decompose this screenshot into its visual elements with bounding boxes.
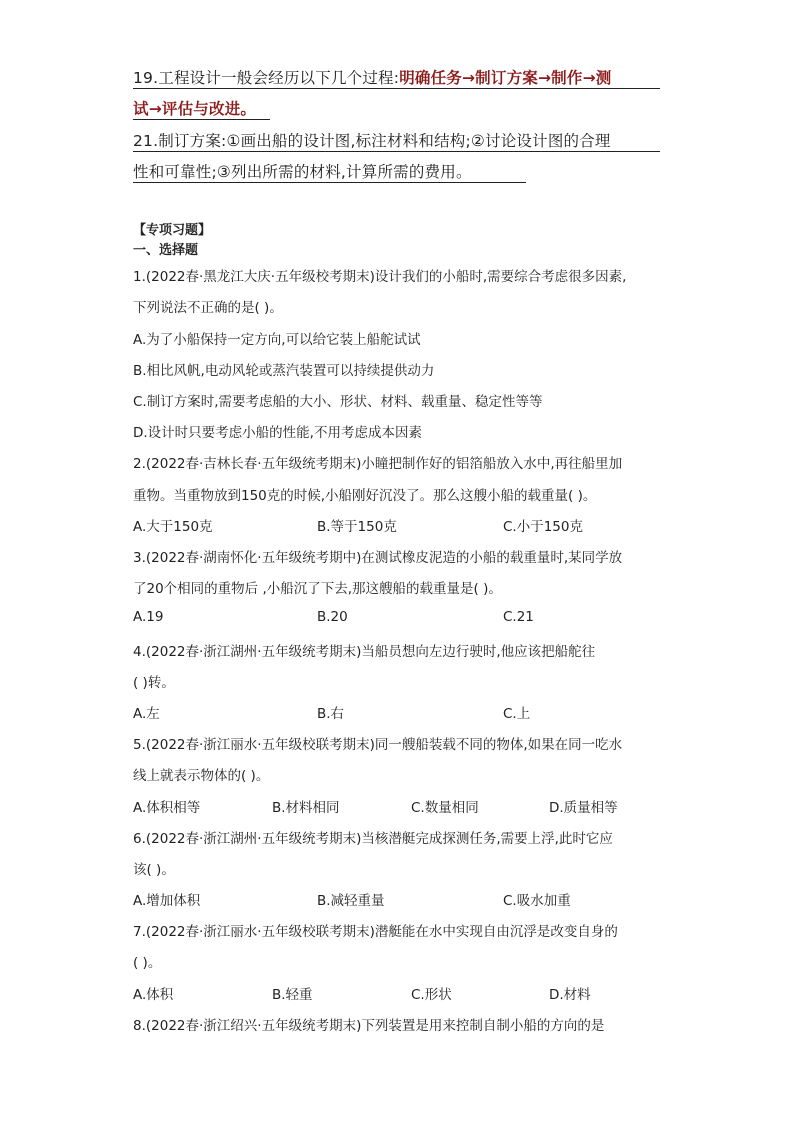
question-2-option-c[interactable]: C.小于150克 — [503, 519, 583, 535]
question-5-line2: 线上就表示物体的( )。 — [133, 768, 270, 784]
answer-21-line2: 性和可靠性;③列出所需的材料,计算所需的费用。 — [133, 163, 472, 181]
question-3-option-b[interactable]: B.20 — [317, 609, 348, 625]
question-7-option-b[interactable]: B.轻重 — [272, 987, 313, 1003]
question-6-option-a[interactable]: A.增加体积 — [133, 893, 201, 909]
question-4-option-b[interactable]: B.右 — [317, 706, 345, 722]
question-2-option-b[interactable]: B.等于150克 — [317, 519, 397, 535]
question-3-option-a[interactable]: A.19 — [133, 609, 164, 625]
question-1-line2: 下列说法不正确的是( )。 — [133, 300, 283, 316]
question-7-option-c[interactable]: C.形状 — [411, 987, 452, 1003]
section-title: 【专项习题】 — [133, 223, 212, 238]
question-6-option-c[interactable]: C.吸水加重 — [503, 893, 571, 909]
answer-19-prefix: 19.工程设计一般会经历以下几个过程: — [133, 69, 400, 87]
question-5-option-a[interactable]: A.体积相等 — [133, 800, 201, 816]
answer-19-line2: 试→评估与改进。 — [133, 100, 257, 118]
question-3-line1: 3.(2022春·湖南怀化·五年级统考期中)在测试橡皮泥造的小船的载重量时,某同学放 — [133, 550, 623, 566]
question-7-option-d[interactable]: D.材料 — [549, 987, 591, 1003]
question-6-line1: 6.(2022春·浙江湖州·五年级统考期末)当核潜艇完成探测任务,需要上浮,此时它应 — [133, 831, 613, 847]
question-1-option-c[interactable]: C.制订方案时,需要考虑船的大小、形状、材料、载重量、稳定性等等 — [133, 394, 543, 410]
question-7-option-a[interactable]: A.体积 — [133, 987, 174, 1003]
underline-19-1 — [133, 88, 660, 89]
underline-21-2 — [133, 182, 526, 183]
question-6-line2: 该( )。 — [133, 862, 175, 878]
question-4-line2: ( )转。 — [133, 675, 175, 691]
answer-19-answer: 明确任务→制订方案→制作→测 — [399, 69, 612, 87]
question-4-option-c[interactable]: C.上 — [503, 706, 531, 722]
question-4-option-a[interactable]: A.左 — [133, 706, 160, 722]
question-1-line1: 1.(2022春·黑龙江大庆·五年级校考期末)设计我们的小船时,需要综合考虑很多因素, — [133, 269, 627, 285]
question-5-option-b[interactable]: B.材料相同 — [272, 800, 340, 816]
question-6-option-b[interactable]: B.减轻重量 — [317, 893, 385, 909]
question-1-option-d[interactable]: D.设计时只要考虑小船的性能,不用考虑成本因素 — [133, 425, 422, 441]
question-2-line1: 2.(2022春·吉林长春·五年级统考期末)小瞳把制作好的铝箔船放入水中,再往船里加 — [133, 456, 623, 472]
underline-21-1 — [133, 151, 660, 152]
question-3-option-c[interactable]: C.21 — [503, 609, 534, 625]
question-5-option-c[interactable]: C.数量相同 — [411, 800, 479, 816]
question-3-line2: 了20个相同的重物后 ,小船沉了下去,那这艘船的载重量是( )。 — [133, 581, 502, 597]
question-2-line2: 重物。当重物放到150克的时候,小船刚好沉没了。那么这艘小船的载重量( )。 — [133, 488, 597, 504]
question-1-option-a[interactable]: A.为了小船保持一定方向,可以给它装上船舵试试 — [133, 332, 421, 348]
question-1-option-b[interactable]: B.相比风帆,电动风轮或蒸汽装置可以持续提供动力 — [133, 363, 435, 379]
question-5-line1: 5.(2022春·浙江丽水·五年级校联考期末)同一艘船装载不同的物体,如果在同一吃水 — [133, 737, 623, 753]
section-subtitle: 一、选择题 — [133, 243, 199, 258]
question-4-line1: 4.(2022春·浙江湖州·五年级统考期末)当船员想向左边行驶时,他应该把船舵往 — [133, 644, 596, 660]
question-5-option-d[interactable]: D.质量相等 — [549, 800, 618, 816]
question-2-option-a[interactable]: A.大于150克 — [133, 519, 213, 535]
question-7-line1: 7.(2022春·浙江丽水·五年级校联考期末)潜艇能在水中实现自由沉浮是改变自身的 — [133, 924, 618, 940]
question-7-line2: ( )。 — [133, 955, 162, 971]
underline-19-2 — [133, 119, 270, 120]
answer-19-line1 — [133, 66, 611, 88]
answer-21-line1: 21.制订方案:①画出船的设计图,标注材料和结构;②讨论设计图的合理 — [133, 132, 611, 150]
question-8-line1: 8.(2022春·浙江绍兴·五年级统考期末)下列装置是用来控制自制小船的方向的是 — [133, 1018, 605, 1034]
